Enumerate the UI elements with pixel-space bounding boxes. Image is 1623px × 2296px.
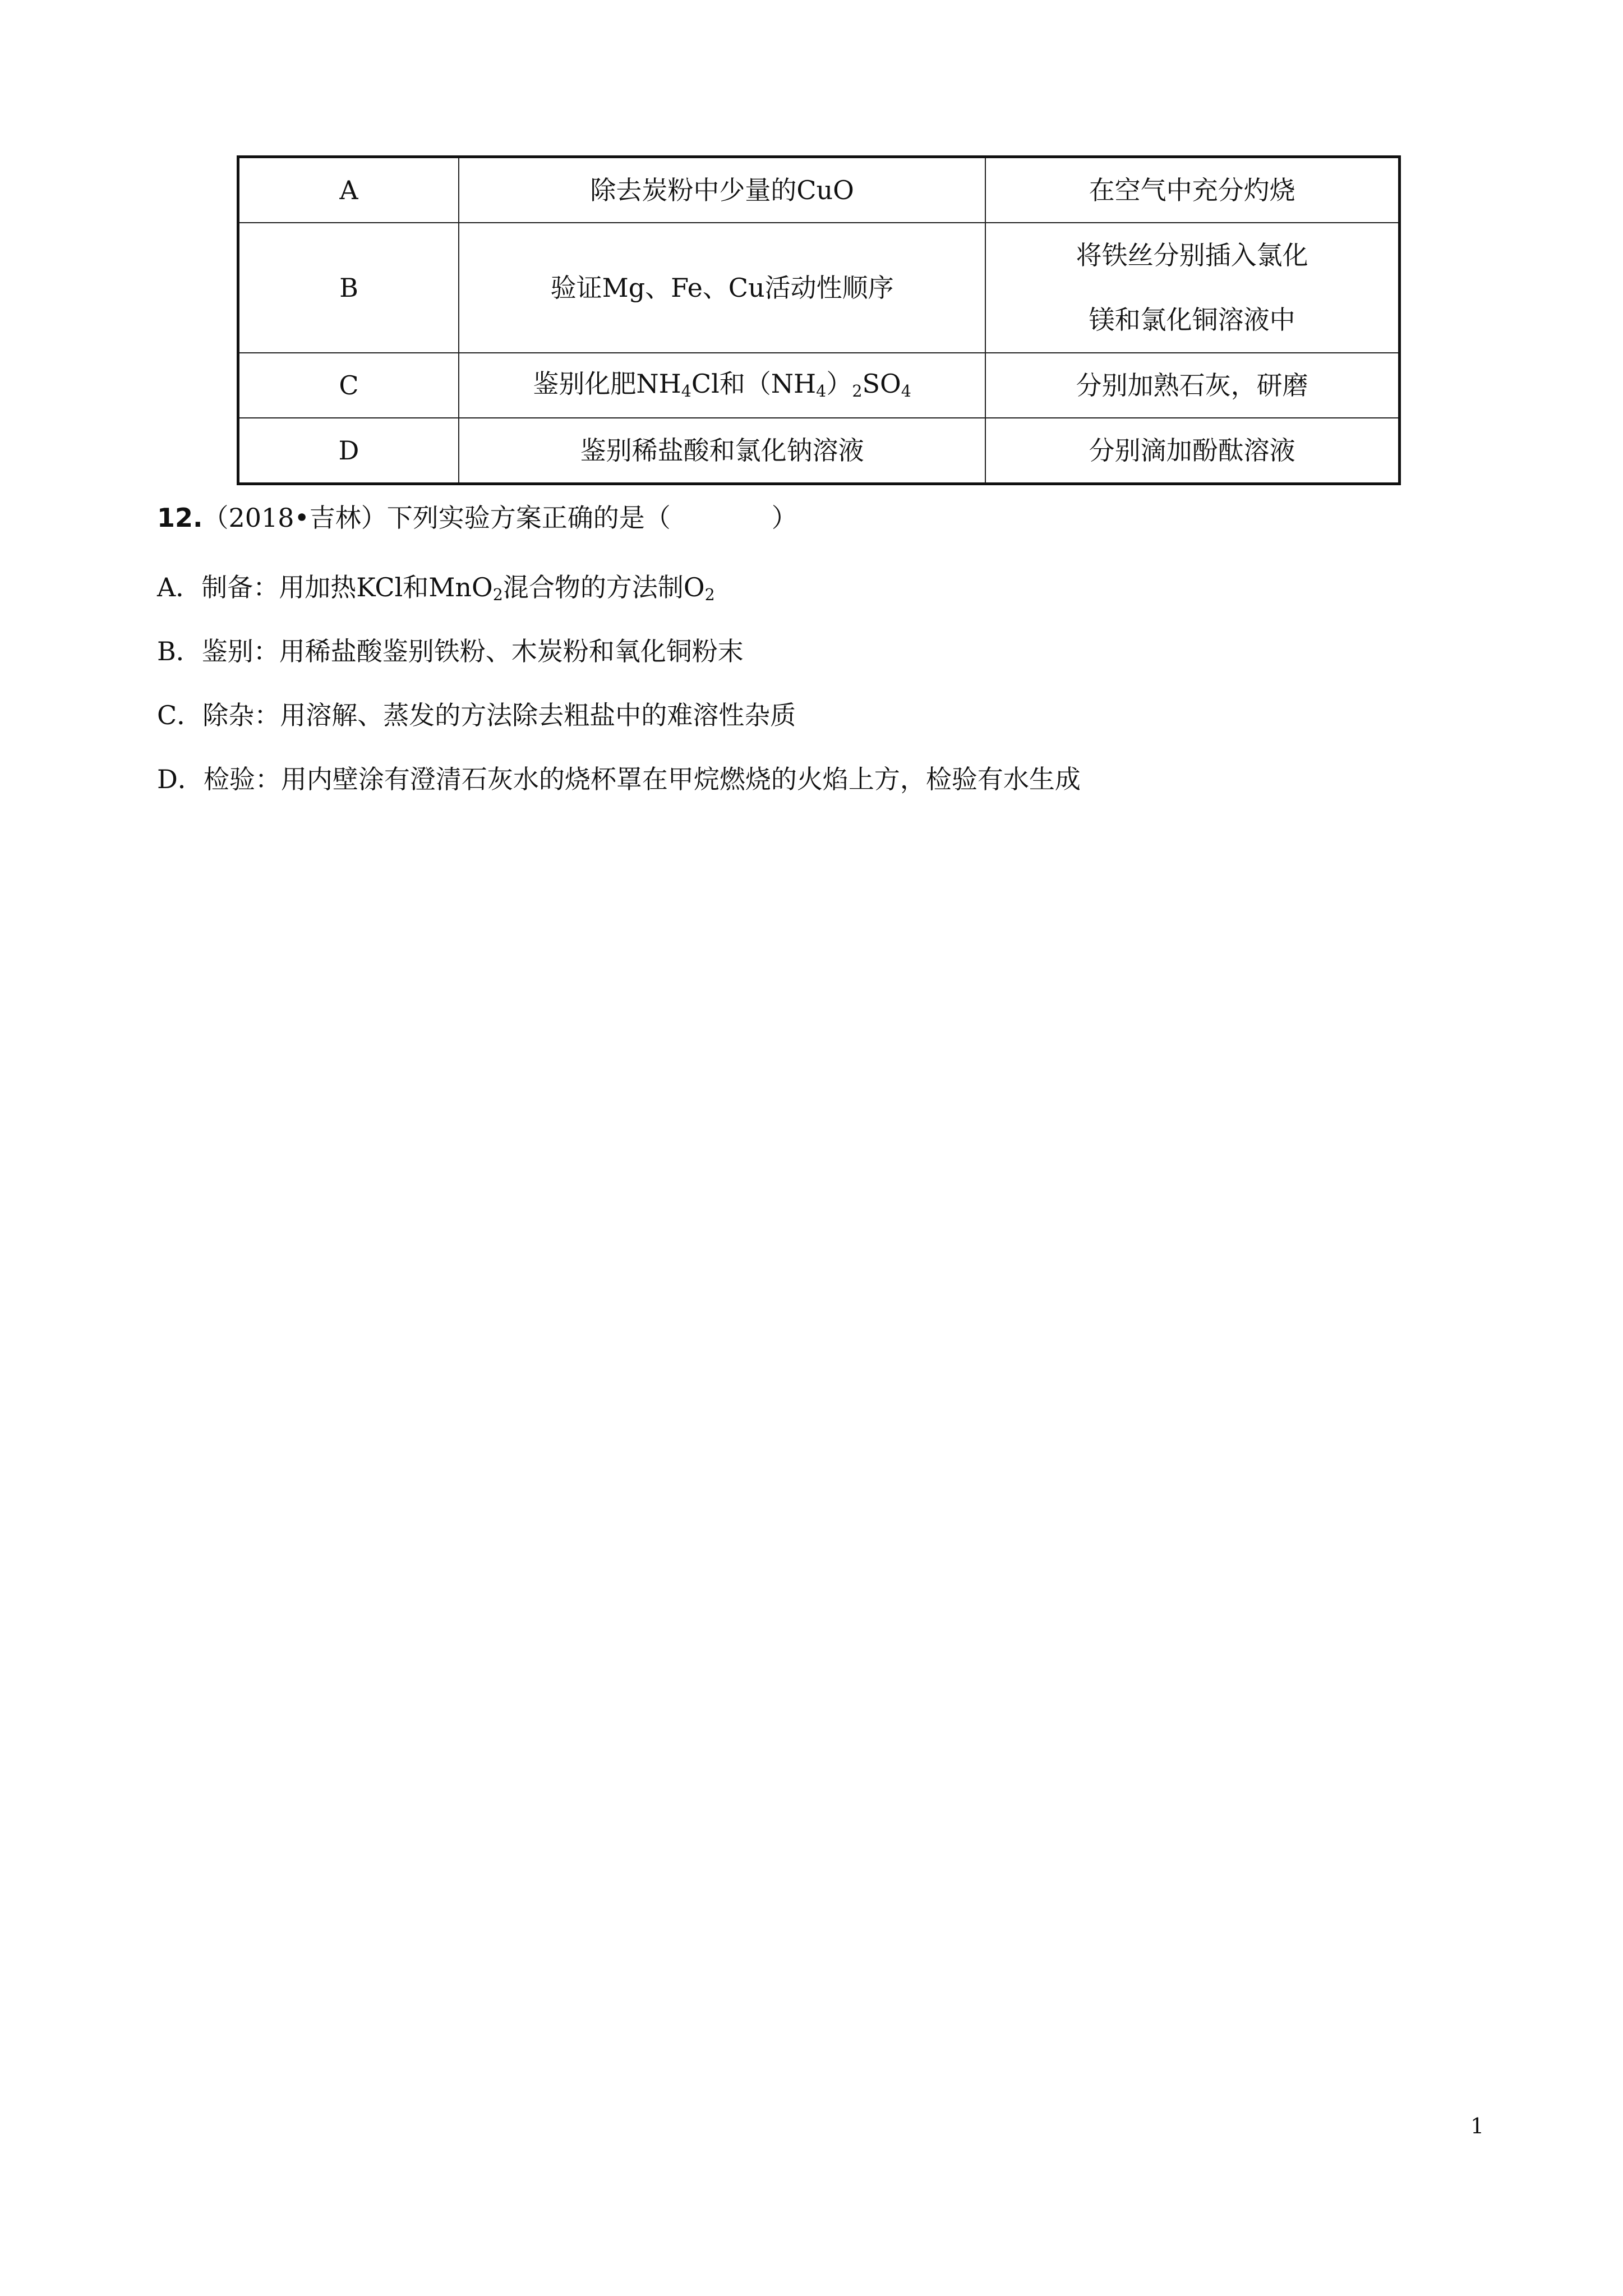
subscript: 2 xyxy=(852,382,863,401)
option-cell: D xyxy=(238,418,459,484)
purpose-text: Cl和（NH xyxy=(691,369,817,399)
method-cell xyxy=(985,223,1399,353)
purpose-cell xyxy=(459,353,985,418)
question-text: 下列实验方案正确的是（ xyxy=(386,503,671,533)
option-cell: C xyxy=(238,353,459,418)
table-row xyxy=(238,223,1400,353)
experiment-table xyxy=(237,155,1401,485)
method-cell: 分别滴加酚酞溶液 xyxy=(985,418,1399,484)
purpose-text: 鉴别化肥NH xyxy=(533,369,681,399)
table-row xyxy=(238,157,1400,223)
option-b: B．鉴别：用稀盐酸鉴别铁粉、木炭粉和氧化铜粉末 xyxy=(157,636,744,666)
option-text: 混合物的方法制O xyxy=(502,572,705,602)
option-d: D．检验：用内壁涂有澄清石灰水的烧杯罩在甲烷燃烧的火焰上方，检验有水生成 xyxy=(157,764,1081,794)
subscript: 2 xyxy=(492,586,503,605)
table-row xyxy=(238,418,1400,484)
option-c: C．除杂：用溶解、蒸发的方法除去粗盐中的难溶性杂质 xyxy=(157,700,796,730)
close-paren: ） xyxy=(771,503,797,533)
purpose-cell: 验证Mg、Fe、Cu活动性顺序 xyxy=(459,223,985,353)
subscript: 4 xyxy=(816,382,827,401)
question-source: （2018•吉林） xyxy=(202,503,387,533)
purpose-cell: 除去炭粉中少量的CuO xyxy=(459,157,985,223)
purpose-text: SO xyxy=(862,369,901,399)
option-cell: A xyxy=(238,157,459,223)
page-number: 1 xyxy=(1470,2114,1484,2138)
subscript: 4 xyxy=(681,382,691,401)
subscript: 2 xyxy=(704,586,715,605)
purpose-text: ） xyxy=(826,369,852,399)
table-row xyxy=(238,353,1400,418)
method-cell: 分别加熟石灰，研磨 xyxy=(985,353,1399,418)
method-cell: 在空气中充分灼烧 xyxy=(985,157,1399,223)
purpose-cell: 鉴别稀盐酸和氯化钠溶液 xyxy=(459,418,985,484)
subscript: 4 xyxy=(901,382,911,401)
method-line: 镁和氯化铜溶液中 xyxy=(1089,305,1295,335)
option-cell: B xyxy=(238,223,459,353)
option-a xyxy=(157,574,715,604)
method-line: 将铁丝分别插入氯化 xyxy=(1076,240,1308,270)
option-text: A．制备：用加热KCl和MnO xyxy=(157,572,493,602)
question-stem xyxy=(157,505,797,531)
question-number: 12. xyxy=(157,503,203,533)
